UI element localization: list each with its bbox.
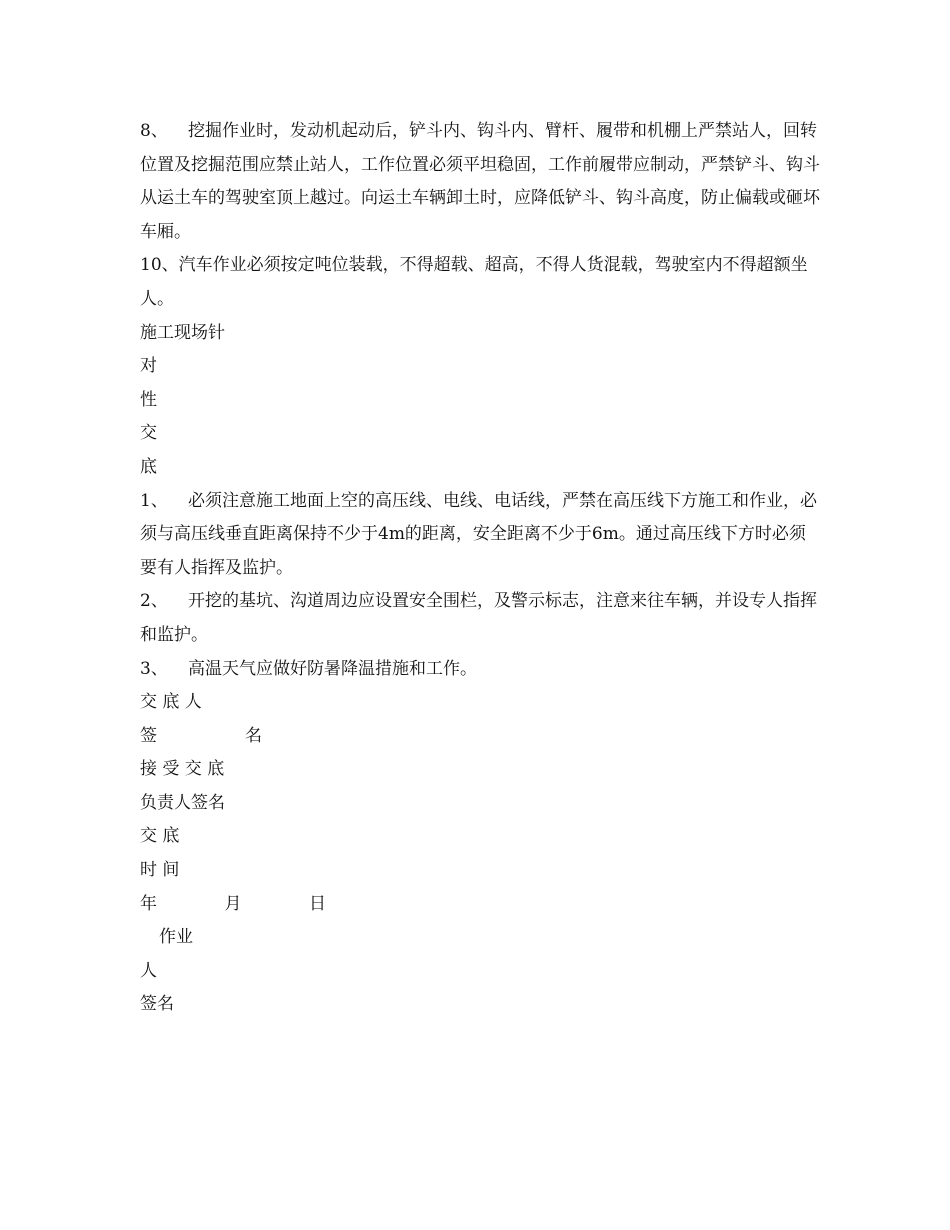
discloser-label: 交 底 人 bbox=[140, 692, 202, 713]
item-number: 3、 bbox=[140, 658, 168, 679]
item-text: 必须注意施工地面上空的高压线、电线、电话线，严禁在高压线下方施工和作业，必须与高压线垂直距离保持不少于4m的距离，安全距离不少于6m。通过高压线下方时必须要有人指挥及监护。 bbox=[140, 490, 817, 578]
section-label-line-3: 性 bbox=[140, 389, 157, 410]
document-body bbox=[140, 115, 820, 1022]
sign-label-left: 签 bbox=[140, 725, 157, 746]
item-number: 8、 bbox=[140, 121, 168, 141]
item-number: 2、 bbox=[140, 591, 168, 612]
paragraph-item-3 bbox=[140, 653, 820, 687]
date-row bbox=[140, 888, 326, 922]
date-month-label: 月 bbox=[224, 893, 242, 914]
paragraph-item-2 bbox=[140, 585, 820, 652]
receiver-label: 接 受 交 底 bbox=[140, 759, 225, 780]
item-text: 挖掘作业时，发动机起动后，铲斗内、钩斗内、臂杆、履带和机棚上严禁站人，回转位置及挖掘范围应禁止站人，工作位置必须平坦稳固，工作前履带应制动，严禁铲斗、钩斗从运土车的驾驶室顶上越过。向运土车辆卸土时，应降低铲斗、钩斗高度，防止偏载或砸坏车厢。 bbox=[140, 121, 820, 242]
disclose-label: 交 底 bbox=[140, 826, 180, 847]
paragraph-item-1 bbox=[140, 485, 820, 586]
sign-label-row bbox=[140, 720, 262, 754]
item-text: 开挖的基坑、沟道周边应设置安全围栏，及警示标志，注意来往车辆，并设专人指挥和监护。 bbox=[140, 591, 817, 645]
section-label-line-5: 底 bbox=[140, 456, 157, 477]
worker-label-line-1: 作业 bbox=[159, 927, 193, 948]
date-day-label: 日 bbox=[309, 893, 326, 914]
sign-label-right: 名 bbox=[245, 725, 262, 746]
section-label-line-2: 对 bbox=[140, 356, 157, 377]
worker-label-line-3: 签名 bbox=[140, 994, 174, 1015]
date-year-label: 年 bbox=[140, 893, 157, 914]
responsible-sign-label: 负责人签名 bbox=[140, 792, 225, 813]
paragraph-item-10: 10、汽车作业必须按定吨位装载，不得超载、超高，不得人货混载，驾驶室内不得超额坐人。 bbox=[140, 255, 808, 309]
time-label: 时 间 bbox=[140, 860, 180, 881]
paragraph-item-8 bbox=[140, 115, 820, 249]
item-text: 高温天气应做好防暑降温措施和工作。 bbox=[188, 658, 477, 679]
section-label-line-1: 施工现场针 bbox=[140, 322, 225, 343]
item-number: 1、 bbox=[140, 490, 168, 511]
worker-label-line-2: 人 bbox=[140, 960, 157, 981]
section-label-line-4: 交 bbox=[140, 423, 157, 444]
